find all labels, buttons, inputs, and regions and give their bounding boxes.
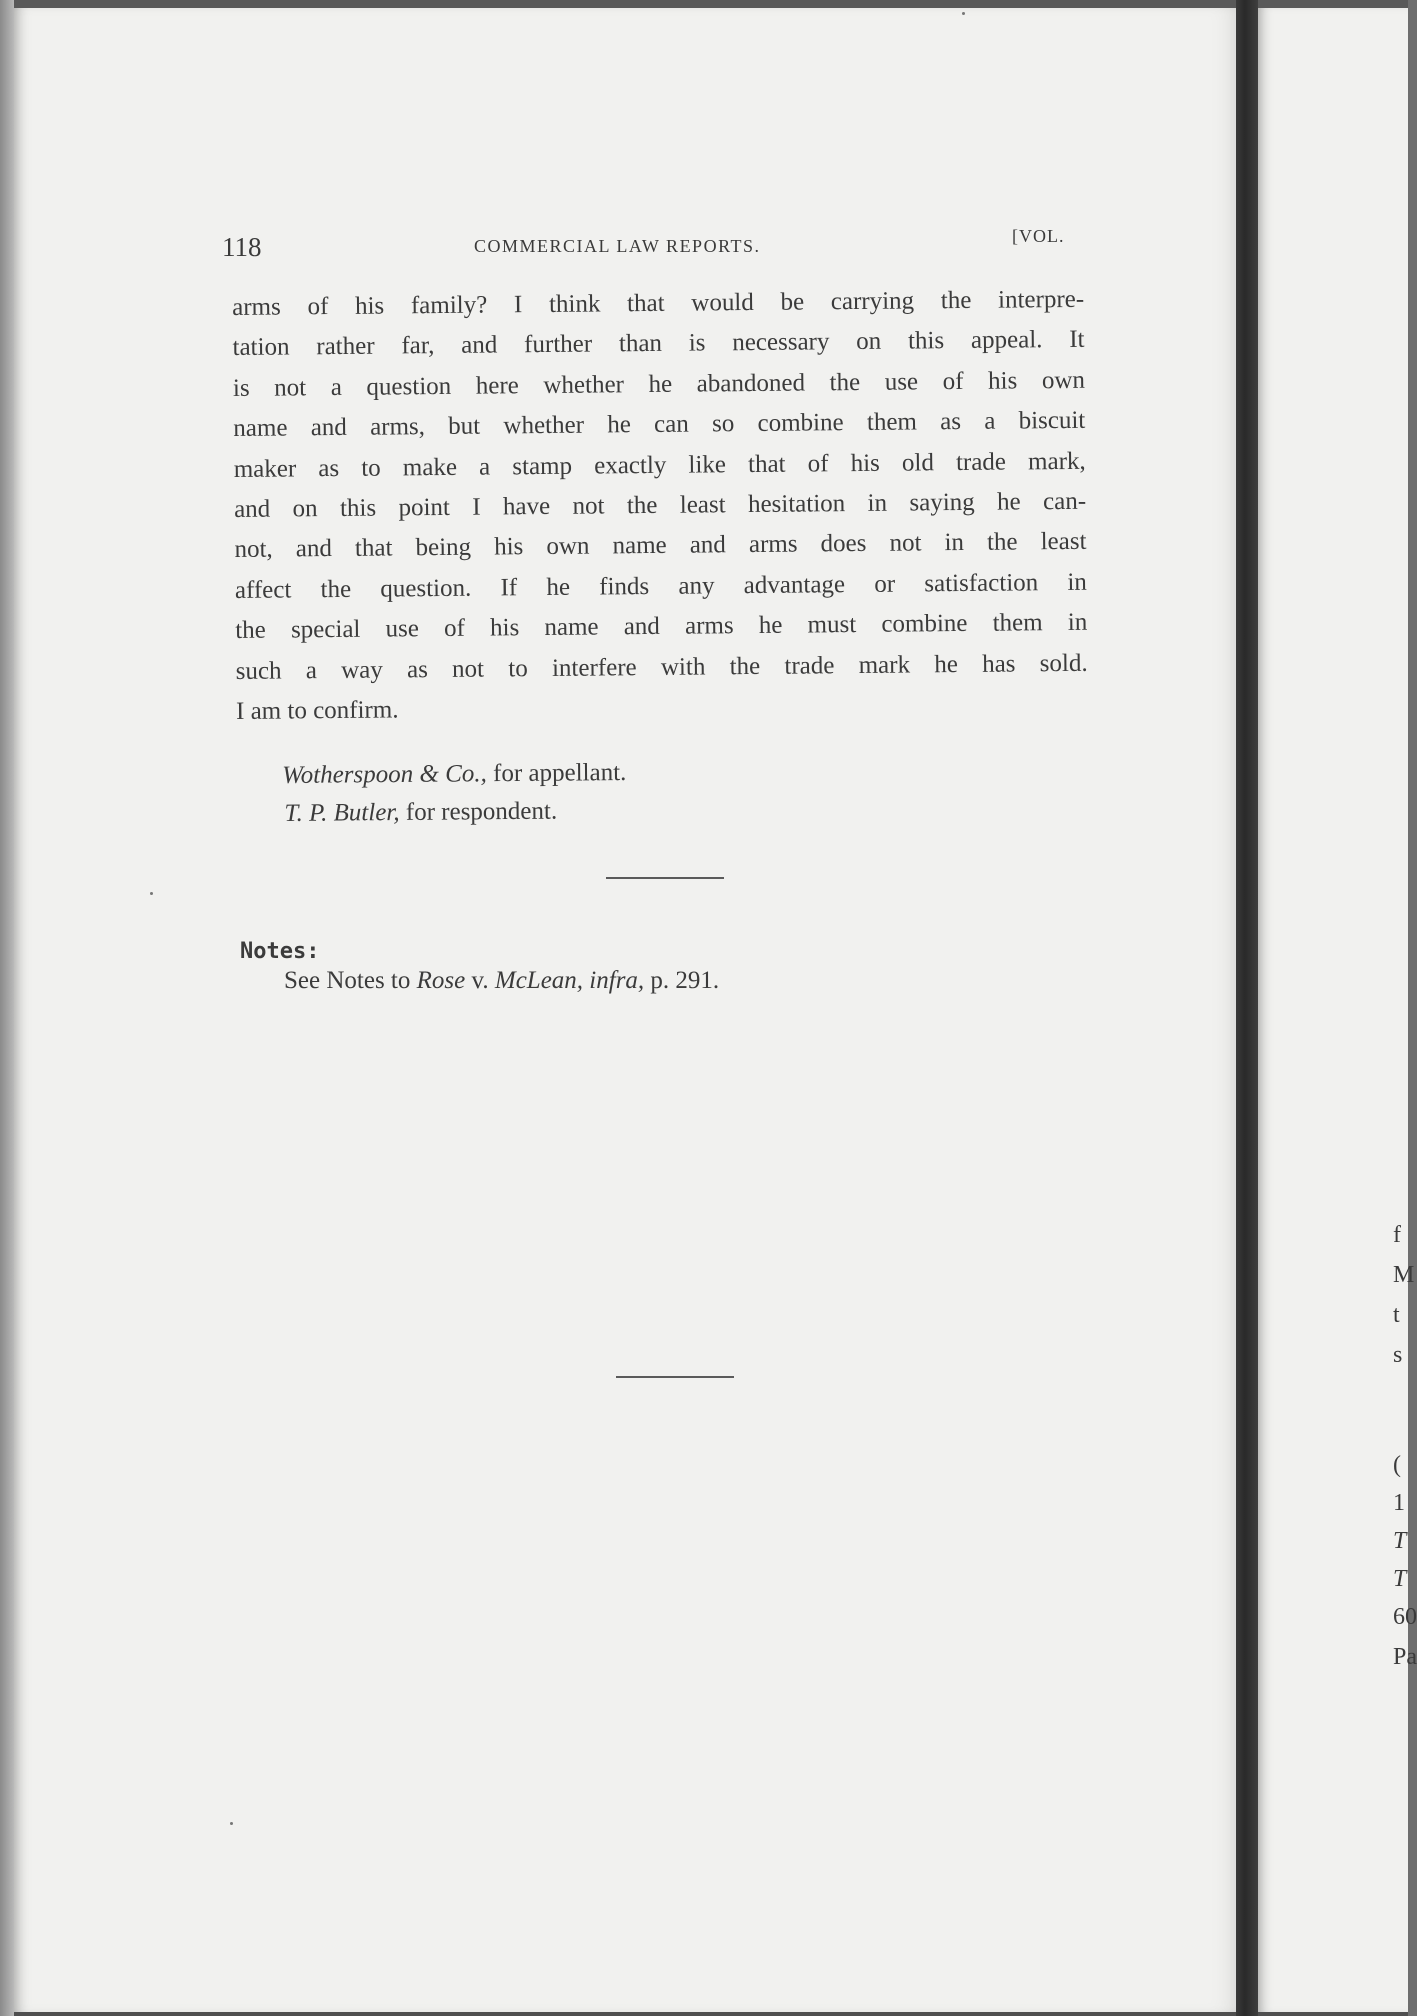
end-rule <box>616 1376 734 1378</box>
facing-fragment: T <box>1393 1566 1407 1592</box>
text-line: the special use of his name and arms he must combine them in <box>235 608 1088 645</box>
text-line: name and arms, but whether he can so combine them as a biscuit <box>233 406 1086 443</box>
text-line: arms of his family? I think that would be carrying the interpre- <box>232 285 1085 321</box>
notes-heading: Notes: <box>240 939 320 964</box>
text-line: tation rather far, and further than is necessary on this appeal. It <box>232 326 1085 362</box>
facing-fragment: t <box>1393 1302 1400 1328</box>
text-line: such a way as not to interfere with the trade mark he has sold. <box>235 649 1088 685</box>
facing-fragment: 60 <box>1393 1604 1417 1630</box>
counsel-name: Wotherspoon & Co., <box>282 760 487 789</box>
case-name-mclean: McLean, infra, <box>494 967 645 994</box>
page-number: 118 <box>222 232 262 262</box>
facing-fragment: T <box>1393 1528 1407 1554</box>
facing-fragment: 1 <box>1393 1490 1405 1516</box>
facing-fragment: ( <box>1393 1452 1401 1478</box>
counsel-name: T. P. Butler, <box>284 798 400 827</box>
versus: v. <box>465 967 495 994</box>
paper-speck <box>150 892 153 895</box>
volume-label: [VOL. <box>1012 226 1065 246</box>
counsel-appellant <box>282 754 627 795</box>
page-reference: p. 291. <box>644 967 720 994</box>
case-name-rose: Rose <box>416 967 466 994</box>
text-line: affect the question. If he finds any advantage or satisfaction in <box>234 568 1087 604</box>
facing-fragment: s <box>1393 1342 1403 1368</box>
judgment-text <box>232 280 1088 732</box>
paper-speck <box>962 12 965 15</box>
book-gutter <box>1236 0 1258 2016</box>
facing-fragment: f <box>1393 1222 1401 1248</box>
notes-text <box>284 967 719 995</box>
section-divider <box>606 877 724 879</box>
text-line: maker as to make a stamp exactly like that of his old trade mark, <box>233 447 1086 483</box>
text-line: is not a question here whether he abandoned the use of his own <box>232 366 1086 402</box>
notes-prefix: See Notes to <box>284 967 417 994</box>
text-line: not, and that being his own name and arms does not in the least <box>234 528 1087 564</box>
counsel-respondent <box>282 792 627 833</box>
page-header <box>222 220 1082 260</box>
facing-fragment: M <box>1393 1262 1415 1288</box>
paper-speck <box>230 1822 233 1825</box>
text-line: I am to confirm. <box>235 696 399 725</box>
counsel-role: for respondent. <box>399 797 558 826</box>
running-head: COMMERCIAL LAW REPORTS. <box>474 236 761 256</box>
book-fore-edge <box>0 0 14 2016</box>
counsel-block <box>282 754 627 833</box>
text-line: and on this point I have not the least hesitation in saying he can- <box>233 487 1087 523</box>
facing-fragment: Pa <box>1393 1644 1417 1670</box>
counsel-role: for appellant. <box>486 758 627 788</box>
facing-page <box>1258 8 1408 2012</box>
